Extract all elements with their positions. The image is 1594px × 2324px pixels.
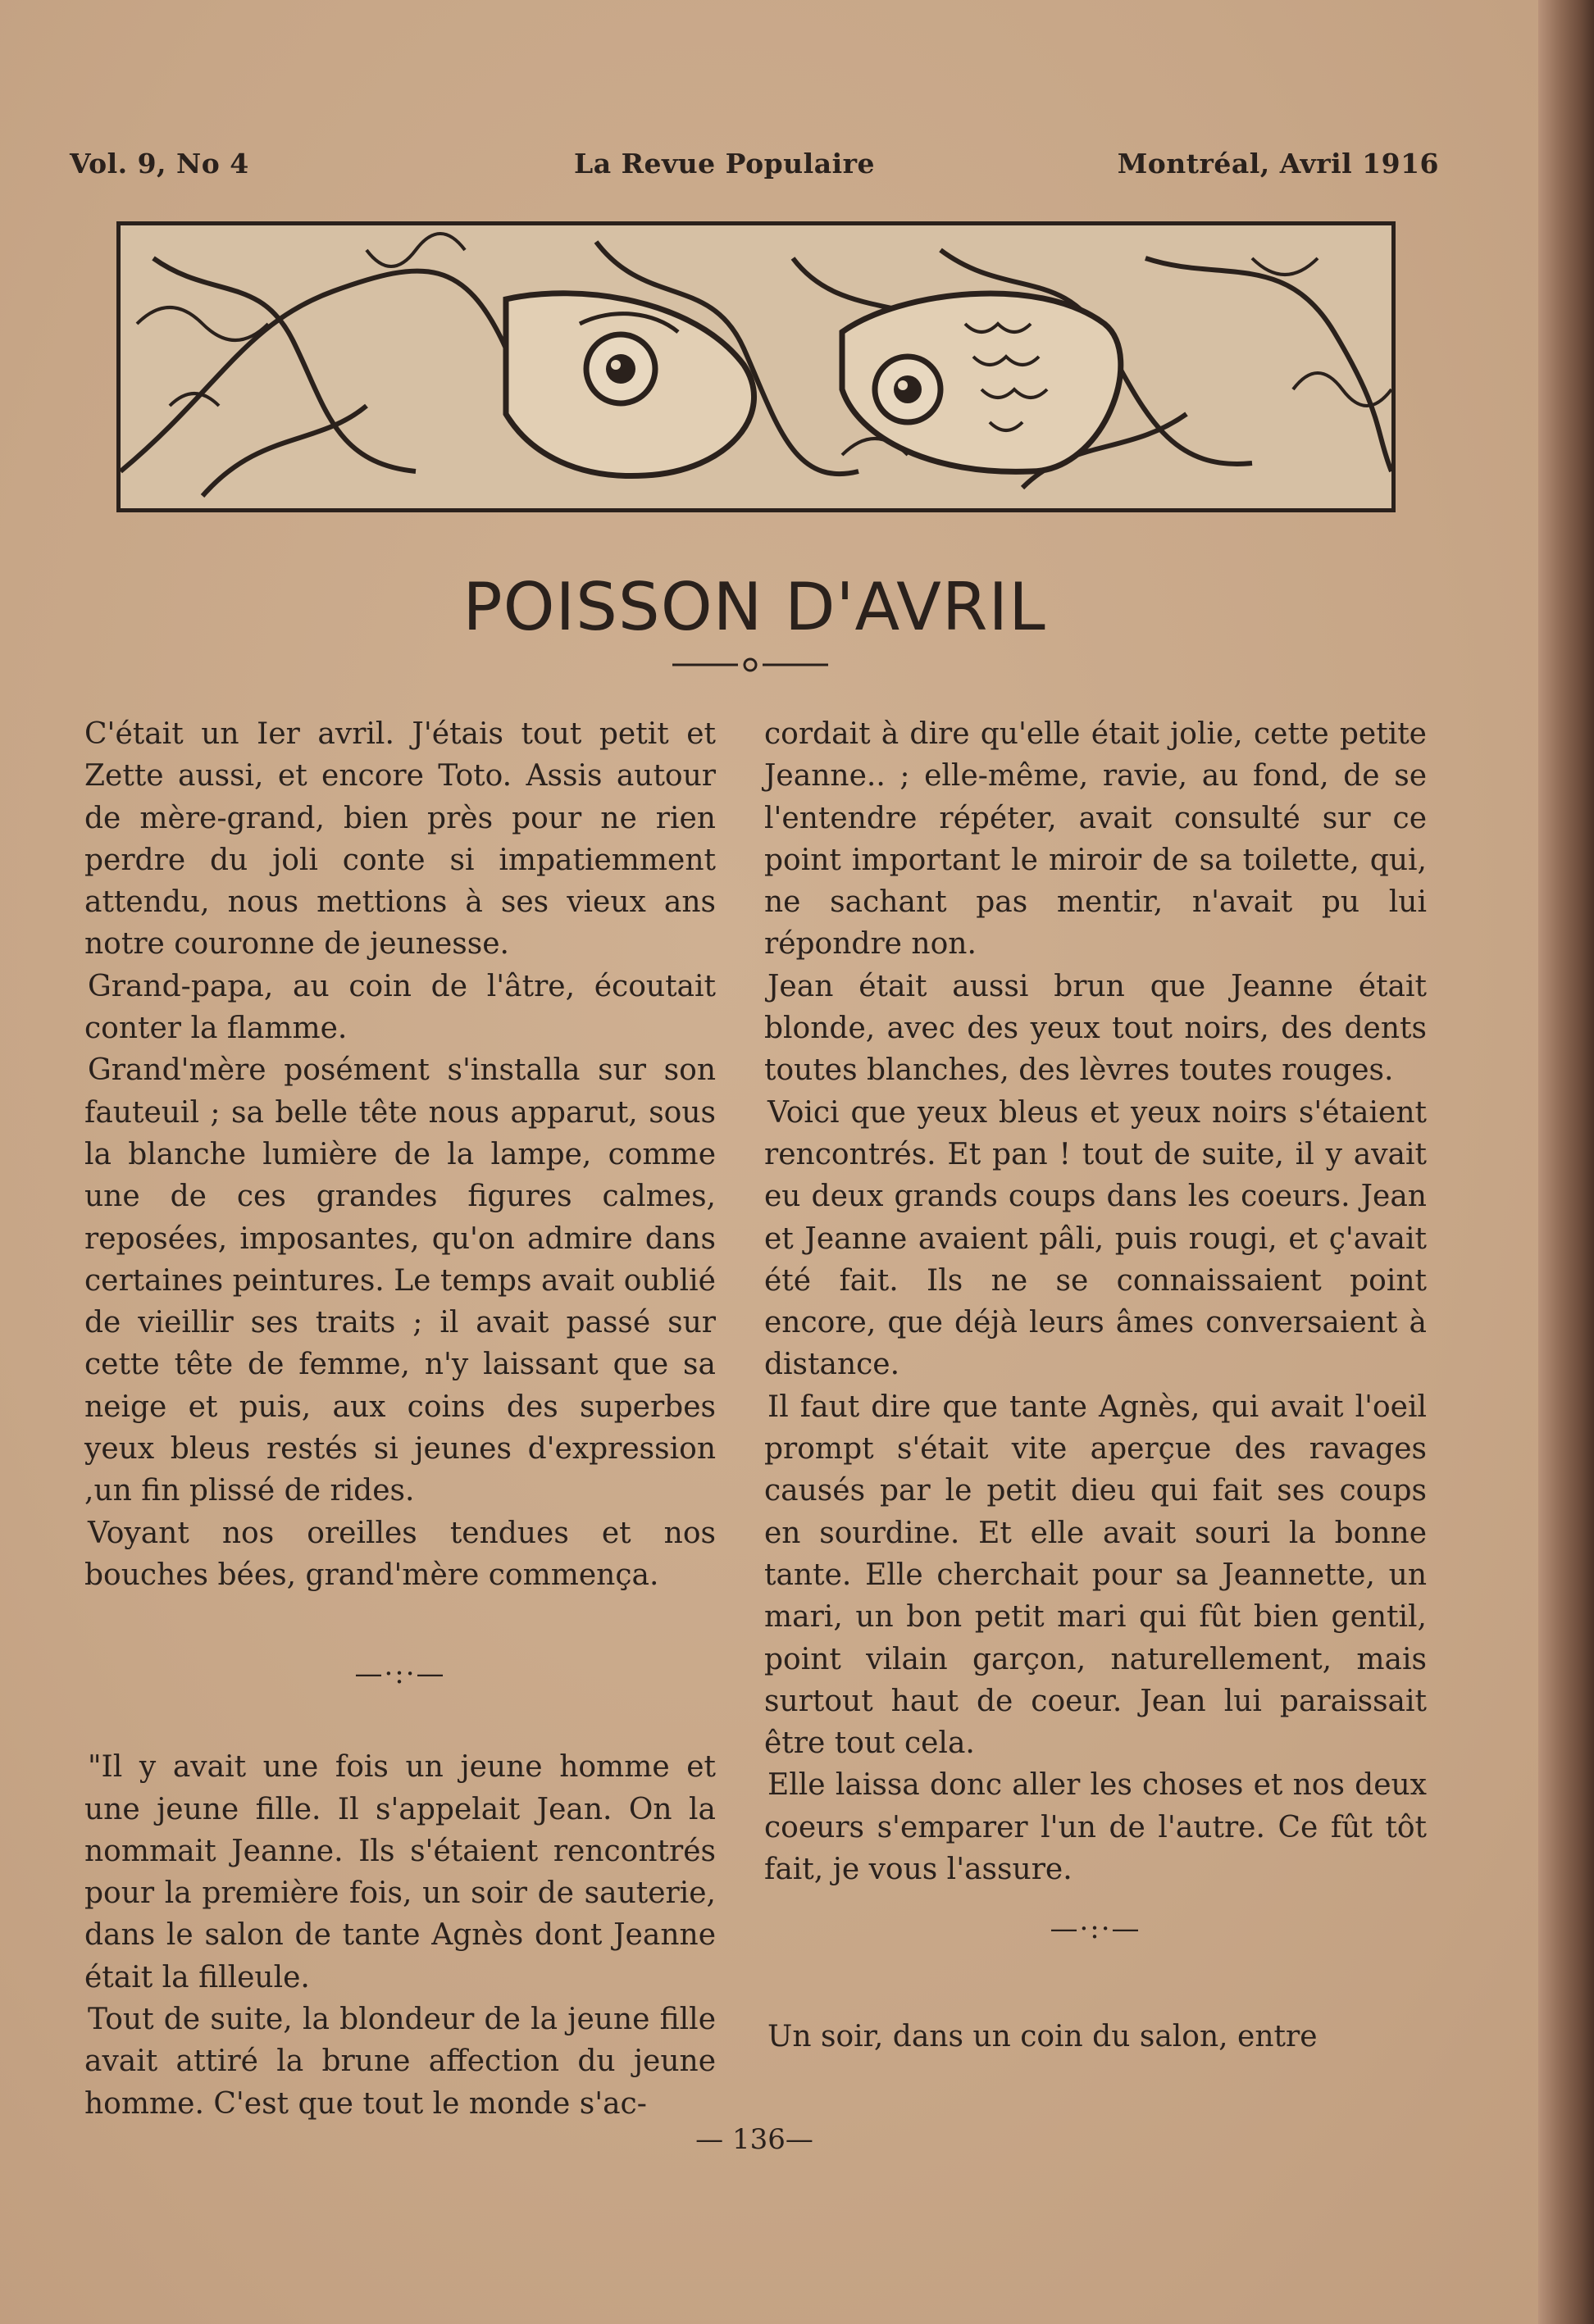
section-separator: —·:·—	[1050, 1912, 1141, 1946]
paragraph: Tout de suite, la blondeur de la jeune fille avait attiré la brune affection du jeune homme. C'est que tout le monde s'ac-	[84, 2003, 716, 2121]
binding-shadow	[1538, 0, 1594, 2324]
right-text-column	[764, 713, 1427, 2058]
volume-number: Vol. 9, No 4	[70, 148, 249, 180]
issue-date: Montréal, Avril 1916	[1117, 148, 1439, 180]
paragraph: Grand'mère posément s'installa sur son fauteuil ; sa belle tête nous apparut, sous la blanche lumière de la lampe, comme une de ces grandes figures calmes, reposées, imposantes, qu'on admire dans certaines peintures. Le temps avait oublié de vieillir ses traits ; il avait passé sur cette tête de femme, n'y laissant que sa neige et puis, aux coins des superbes yeux bleus restés si jeunes d'expression ,un fin plissé de rides.	[84, 1053, 716, 1508]
journal-name: La Revue Populaire	[574, 148, 875, 180]
paragraph: Grand-papa, au coin de l'âtre, écoutait conter la flamme.	[84, 969, 716, 1046]
paragraph: Voyant nos oreilles tendues et nos bouches bées, grand'mère commença.	[84, 1516, 716, 1592]
left-text-column	[84, 713, 716, 2125]
paragraph: Un soir, dans un coin du salon, entre	[767, 2020, 1318, 2054]
title-ornament-rule	[672, 656, 828, 674]
section-separator: —·:·—	[354, 1658, 446, 1691]
paragraph: Jean était aussi brun que Jeanne était blonde, avec des yeux tout noirs, des dents toutes blanches, des lèvres toutes rouges.	[764, 969, 1427, 1088]
paragraph: C'était un Ier avril. J'étais tout petit et Zette aussi, et encore Toto. Assis autour de mère-grand, bien près pour ne rien perdre du joli conte si impatiemment attendu, nous mettions à ses vieux ans notre couronne de jeunesse.	[84, 717, 716, 962]
paragraph: Voici que yeux bleus et yeux noirs s'étaient rencontrés. Et pan ! tout de suite, il y avait eu deux grands coups dans les coeurs. Jean et Jeanne avaient pâli, puis rougi, et ç'avait été fait. Ils ne se connaissaient point encore, que déjà leurs âmes conversaient à distance.	[764, 1095, 1427, 1382]
page-number: — 136—	[695, 2123, 813, 2156]
paragraph: "Il y avait une fois un jeune homme et une jeune fille. Il s'appelait Jean. On la nommait Jeanne. Ils s'étaient rencontrés pour la première fois, un soir de sauterie, dans le salon de tante Agnès dont Jeanne était la filleule.	[84, 1750, 716, 1994]
running-header	[70, 148, 1439, 189]
article-title: POISSON D'AVRIL	[462, 568, 1046, 645]
paragraph: cordait à dire qu'elle était jolie, cette petite Jeanne.. ; elle-même, ravie, au fond, de se l'entendre répéter, avait consulté sur ce point important le miroir de sa toilette, qui, ne sachant pas mentir, n'avait pu lui répondre non.	[764, 717, 1427, 962]
paragraph: Elle laissa donc aller les choses et nos deux coeurs s'emparer l'un de l'autre. Ce fût tôt fait, je vous l'assure.	[764, 1768, 1427, 1887]
paragraph: Il faut dire que tante Agnès, qui avait l'oeil prompt s'était vite aperçue des ravages causés par le petit dieu qui fait ses coups en sourdine. Et elle avait souri la bonne tante. Elle cherchait pour sa Jeannette, un mari, un bon petit mari qui fût bien gentil, point vilain garçon, naturellement, mais surtout haut de coeur. Jean lui paraissait être tout cela.	[764, 1389, 1427, 1761]
fish-vignette-illustration	[116, 221, 1396, 512]
